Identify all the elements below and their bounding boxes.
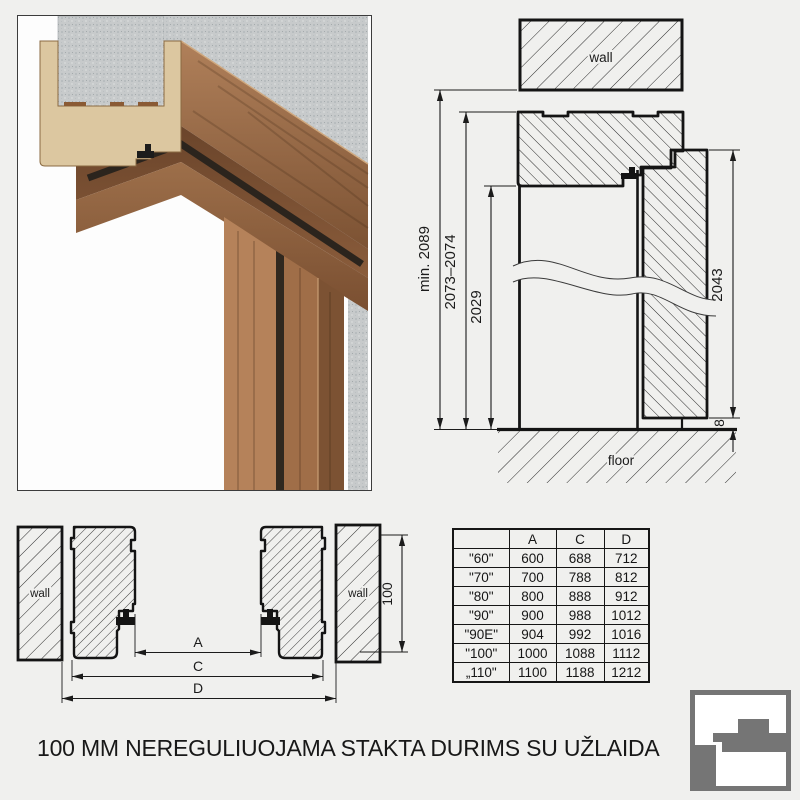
dim-frame-height-label: 2073–2074 (442, 234, 459, 310)
dimension-min-height (416, 90, 443, 429)
dimension-frame-height (442, 112, 469, 429)
plan-section-drawing (0, 505, 445, 715)
table-row: "90" 900 988 1012 (453, 606, 649, 625)
dim-clear-height-label: 2029 (468, 290, 485, 324)
table-header-cell (453, 529, 509, 549)
product-photo (17, 15, 372, 491)
table-row: "90E" 904 992 1016 (453, 625, 649, 644)
jamb-right-seal-cap (261, 617, 280, 625)
page-title: 100 MM NEREGULIUOJAMA STAKTA DURIMS SU UŽLAIDA (37, 735, 660, 761)
dim-min-height-label: min. 2089 (416, 226, 433, 292)
frame-corner-render (18, 16, 371, 490)
table-header-cell: A (509, 529, 556, 549)
dim-depth-label: 100 (379, 582, 395, 606)
table-row: "100" 1000 1088 1112 (453, 644, 649, 663)
floor-label: floor (607, 453, 635, 468)
wall-left-label: wall (30, 588, 50, 600)
table-row: „110" 1100 1188 1212 (453, 663, 649, 683)
jamb-left-seal-cap (116, 617, 135, 625)
dimension-a (135, 634, 261, 656)
table-row: "60" 600 688 712 (453, 549, 649, 568)
vertical-section-drawing (400, 0, 745, 500)
dim-c-label: C (192, 658, 204, 674)
table-row: "70" 700 788 812 (453, 568, 649, 587)
dimension-leaf-height (709, 150, 736, 418)
table-header-row (453, 529, 649, 549)
dimension-clear-height (468, 186, 494, 429)
dim-d-label: D (192, 680, 204, 696)
dimension-c (72, 658, 323, 680)
wall-label: wall (589, 50, 613, 65)
dim-leaf-height-label: 2043 (709, 268, 726, 302)
dim-a-label: A (193, 634, 203, 650)
jamb-left-profile (71, 527, 135, 658)
dimension-depth (379, 535, 405, 652)
jamb-gasket-seal (276, 251, 284, 490)
mdf-seal-cap (137, 151, 154, 158)
table-header-cell: D (604, 529, 649, 549)
table-row: "80" 800 888 912 (453, 587, 649, 606)
dim-floor-gap-label: 8 (711, 419, 727, 427)
size-table (452, 528, 650, 683)
jamb-right-profile (261, 527, 325, 658)
wall-right-label: wall (348, 588, 368, 600)
dimension-d (62, 680, 336, 702)
head-seal-cap (621, 173, 638, 179)
table-header-cell: C (556, 529, 604, 549)
